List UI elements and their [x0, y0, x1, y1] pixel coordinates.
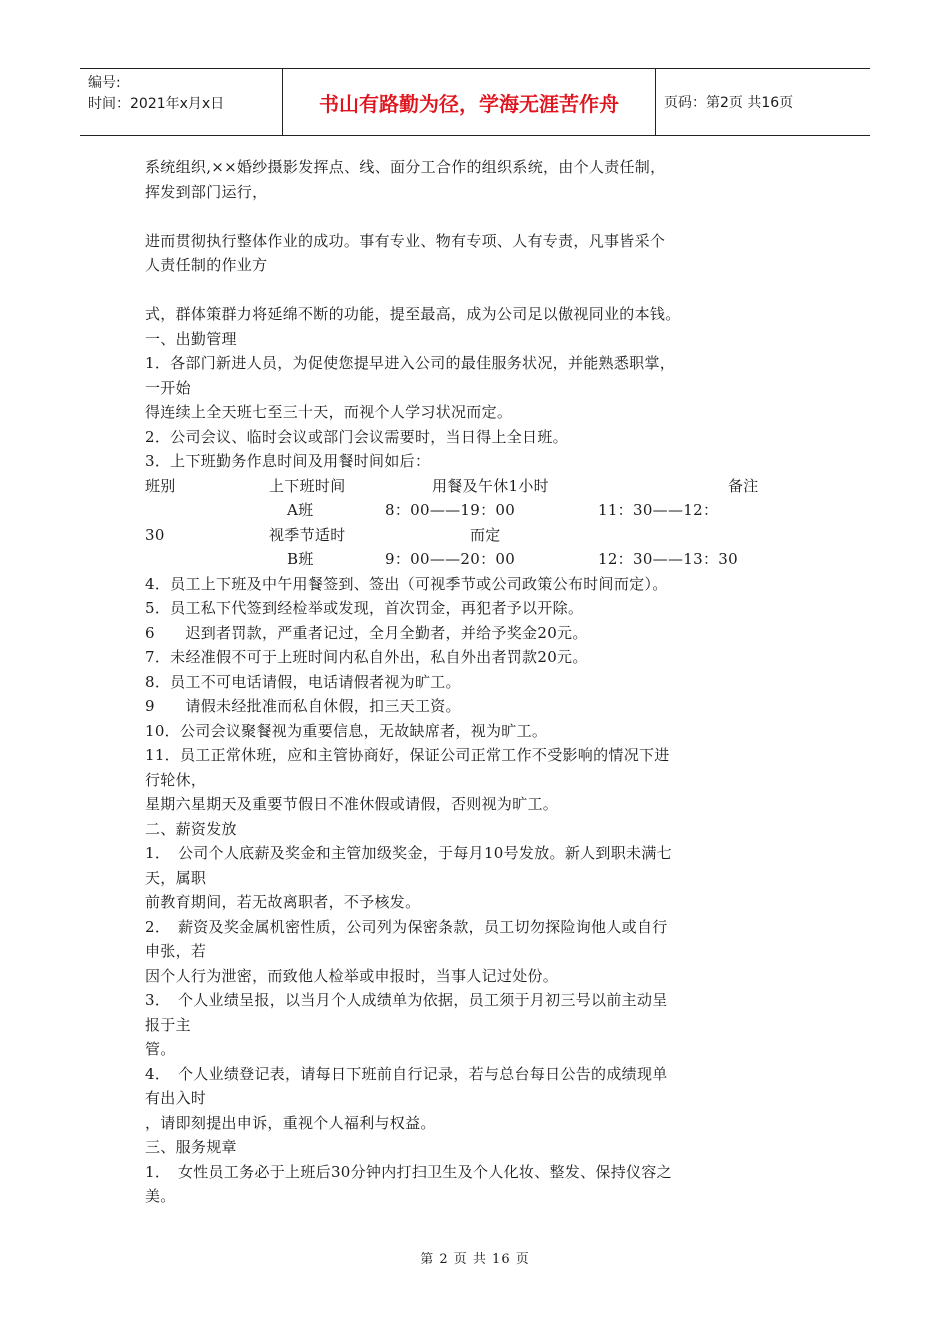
- table-cell-hours: 8：00——19：00: [385, 501, 516, 519]
- page-footer: 第 2 页 共 16 页: [420, 1252, 530, 1267]
- table-header-shift: 班别: [145, 476, 176, 495]
- list-item: 4．员工上下班及中午用餐签到、签出（可视季节或公司政策公布时间而定）。: [145, 574, 668, 593]
- header-page-info: 页码：第2页 共16页: [664, 95, 794, 111]
- list-item: 6 迟到者罚款，严重者记过，全月全勤者，并给予奖金20元。: [145, 623, 588, 642]
- list-item: 有出入时: [145, 1089, 207, 1107]
- table-row: [145, 498, 810, 523]
- document-date: 时间：2021年x月x日: [88, 96, 225, 112]
- list-item: 天，属职: [145, 868, 207, 887]
- list-item: 前教育期间，若无故离职者，不予核发。: [145, 893, 421, 911]
- section-heading: 三、服务规章: [145, 1138, 237, 1156]
- page-header: [80, 68, 870, 136]
- list-item: 9 请假未经批准而私自休假，扣三天工资。: [145, 697, 461, 715]
- paragraph-line: 系统组织,××婚纱摄影发挥点、线、面分工合作的组织系统，由个人责任制，: [145, 158, 666, 176]
- list-item: 2． 薪资及奖金属机密性质，公司列为保密条款，员工切勿探险询他人或自行: [145, 917, 668, 936]
- list-item: 3． 个人业绩呈报，以当月个人成绩单为依据，员工须于月初三号以前主动呈: [145, 991, 668, 1009]
- list-item: 4． 个人业绩登记表，请每日下班前自行记录，若与总台每日公告的成绩现单: [145, 1064, 668, 1083]
- header-motto: 书山有路勤为径，学海无涯苦作舟: [283, 69, 656, 135]
- header-meta: [80, 69, 283, 135]
- paragraph-line: 进而贯彻执行整体作业的成功。事有专业、物有专项、人有专责，凡事皆采个: [145, 231, 666, 250]
- list-item: 报于主: [145, 1015, 191, 1034]
- table-cell-meal: 11：30——12：: [598, 501, 719, 519]
- table-header-meal: 用餐及午休1小时: [432, 476, 549, 495]
- section-heading: 二、薪资发放: [145, 819, 237, 838]
- list-item: 一开始: [145, 378, 191, 397]
- table-row: [145, 523, 810, 548]
- list-item: 管。: [145, 1040, 176, 1058]
- table-row: [145, 547, 810, 572]
- list-item: 5．员工私下代签到经检举或发现，首次罚金，再犯者予以开除。: [145, 599, 584, 617]
- table-cell-shift: A班: [287, 501, 314, 519]
- table-header-hours: 上下班时间: [269, 476, 346, 495]
- paragraph-line: 挥发到部门运行，: [145, 182, 268, 201]
- table-cell-hours: 9：00——20：00: [385, 550, 516, 568]
- list-item: 7．未经准假不可于上班时间内私自外出，私自外出者罚款20元。: [145, 648, 588, 666]
- list-item: 8．员工不可电话请假，电话请假者视为旷工。: [145, 672, 461, 691]
- table-cell-note: 视季节适时: [269, 525, 346, 544]
- list-item: 美。: [145, 1187, 176, 1205]
- table-cell-meal-cont: 30: [145, 525, 165, 544]
- list-item: ，请即刻提出申诉，重视个人福利与权益。: [145, 1113, 436, 1132]
- list-item: 2．公司会议、临时会议或部门会议需要时，当日得上全日班。: [145, 427, 568, 446]
- table-header-note: 备注: [728, 476, 759, 495]
- section-heading: 一、出勤管理: [145, 329, 237, 348]
- list-item: 因个人行为泄密，而致他人检举或申报时，当事人记过处份。: [145, 966, 559, 985]
- document-body: [145, 155, 810, 1209]
- list-item: 1． 公司个人底薪及奖金和主管加级奖金，于每月10号发放。新人到职未满七: [145, 844, 672, 862]
- paragraph-line: 式，群体策群力将延绵不断的功能，提至最高，成为公司足以傲视同业的本钱。: [145, 305, 681, 323]
- list-item: 星期六星期天及重要节假日不准休假或请假，否则视为旷工。: [145, 795, 559, 813]
- list-item: 申张，若: [145, 942, 207, 960]
- table-cell-note-cont: 而定: [470, 525, 501, 544]
- table-header-row: [145, 474, 810, 499]
- list-item: 11．员工正常休班，应和主管协商好，保证公司正常工作不受影响的情况下进: [145, 746, 670, 764]
- list-item: 得连续上全天班七至三十天，而视个人学习状况而定。: [145, 403, 513, 421]
- list-item: 1．各部门新进人员，为促使您提早进入公司的最佳服务状况，并能熟悉职掌，: [145, 354, 676, 372]
- document-number-label: 编号:: [88, 75, 121, 91]
- table-cell-meal: 12：30——13：30: [598, 550, 738, 568]
- list-item: 1． 女性员工务必于上班后30分钟内打扫卫生及个人化妆、整发、保持仪容之: [145, 1162, 672, 1181]
- list-item: 10．公司会议聚餐视为重要信息，无故缺席者，视为旷工。: [145, 721, 548, 740]
- paragraph-line: 人责任制的作业方: [145, 256, 268, 274]
- list-item: 行轮休，: [145, 770, 207, 789]
- table-cell-shift: B班: [287, 550, 314, 568]
- list-item: 3．上下班勤务作息时间及用餐时间如后：: [145, 452, 431, 470]
